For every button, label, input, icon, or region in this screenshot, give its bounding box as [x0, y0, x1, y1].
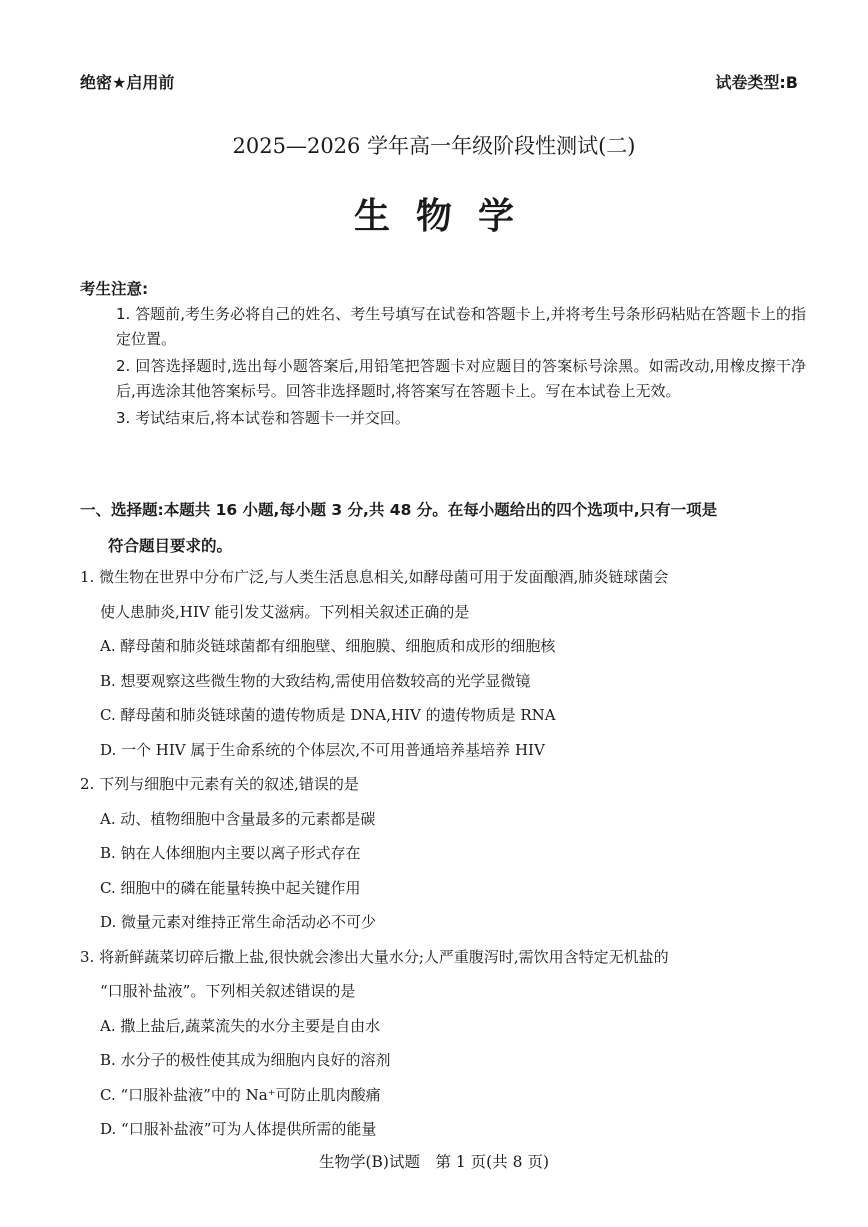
question-stem	[80, 940, 805, 1009]
option-d: D. 一个 HIV 属于生命系统的个体层次,不可用普通培养基培养 HIV	[100, 740, 545, 759]
question-stem	[80, 560, 805, 629]
question-stem-line2: 使人患肺炎,HIV 能引发艾滋病。下列相关叙述正确的是	[100, 602, 470, 621]
section-heading	[80, 492, 800, 564]
option-c: C. “口服补盐液”中的 Na⁺可防止肌肉酸痛	[100, 1085, 381, 1104]
notice-item: 2. 回答选择题时,选出每小题答案后,用铅笔把答题卡对应题目的答案标号涂黑。如需改动,用橡皮擦干净后,再选涂其他答案标号。回答非选择题时,将答案写在答题卡上。写在本试卷上无效。	[116, 357, 806, 400]
question-list	[80, 560, 805, 1147]
section-heading-line2: 符合题目要求的。	[108, 537, 233, 555]
section-heading-line1: 一、选择题:本题共 16 小题,每小题 3 分,共 48 分。在每小题给出的四个选项中,只有一项是	[80, 501, 718, 519]
option-a: A. 动、植物细胞中含量最多的元素都是碳	[100, 809, 376, 828]
notice-heading: 考生注意:	[80, 280, 149, 298]
question-stem	[80, 767, 805, 802]
question-3	[80, 940, 805, 1147]
paper-type-label: 试卷类型:B	[715, 73, 798, 92]
notice-list	[116, 302, 806, 433]
question-2	[80, 767, 805, 940]
question-stem-line2: “口服补盐液”。下列相关叙述错误的是	[100, 982, 356, 1000]
exam-title: 2025—2026 学年高一年级阶段性测试(二)	[232, 134, 636, 158]
notice-item: 3. 考试结束后,将本试卷和答题卡一并交回。	[116, 409, 410, 427]
option-c: C. 细胞中的磷在能量转换中起关键作用	[100, 878, 361, 897]
question-stem-line1: 1. 微生物在世界中分布广泛,与人类生活息息相关,如酵母菌可用于发面酿酒,肺炎链球菌会	[80, 568, 669, 586]
option-b: B. 钠在人体细胞内主要以离子形式存在	[100, 844, 361, 862]
page-footer: 生物学(B)试题 第 1 页(共 8 页)	[318, 1153, 549, 1171]
subject-title: 生物学	[353, 196, 540, 237]
question-1	[80, 560, 805, 767]
option-d: D. “口服补盐液”可为人体提供所需的能量	[100, 1120, 377, 1138]
option-b: B. 水分子的极性使其成为细胞内良好的溶剂	[100, 1051, 391, 1069]
option-c: C. 酵母菌和肺炎链球菌的遗传物质是 DNA,HIV 的遗传物质是 RNA	[100, 706, 556, 724]
option-b: B. 想要观察这些微生物的大致结构,需使用倍数较高的光学显微镜	[100, 671, 531, 690]
question-stem-line1: 3. 将新鲜蔬菜切碎后撒上盐,很快就会渗出大量水分;人严重腹泻时,需饮用含特定无机盐的	[80, 947, 669, 966]
confidential-label: 绝密★启用前	[80, 73, 175, 92]
option-a: A. 撒上盐后,蔬菜流失的水分主要是自由水	[100, 1016, 381, 1035]
notice-item: 1. 答题前,考生务必将自己的姓名、考生号填写在试卷和答题卡上,并将考生号条形码粘贴在答题卡上的指定位置。	[116, 305, 806, 348]
option-d: D. 微量元素对维持正常生命活动必不可少	[100, 913, 377, 931]
question-stem-line1: 2. 下列与细胞中元素有关的叙述,错误的是	[80, 775, 359, 793]
option-a: A. 酵母菌和肺炎链球菌都有细胞壁、细胞膜、细胞质和成形的细胞核	[100, 637, 556, 655]
